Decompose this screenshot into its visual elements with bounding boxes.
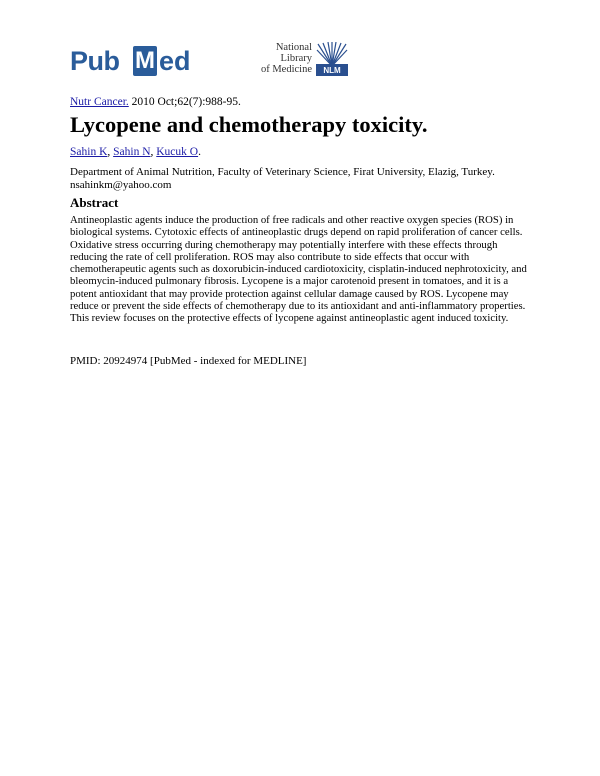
author-sep: ,	[107, 146, 114, 158]
pubmed-logo-pub: Pub	[70, 46, 120, 76]
author-link-sahin-k[interactable]: Sahin K	[70, 146, 108, 158]
author-link-sahin-n[interactable]: Sahin N	[113, 146, 151, 158]
nlm-sunburst-icon	[316, 42, 348, 76]
citation	[70, 96, 241, 108]
affiliation	[70, 166, 540, 192]
author-sep: ,	[150, 146, 157, 158]
nlm-line-1: National	[275, 42, 312, 53]
pubmed-logo-m-box: M	[135, 47, 155, 74]
affiliation-email: nsahinkm@yahoo.com	[70, 179, 172, 191]
author-link-kucuk-o[interactable]: Kucuk O	[156, 146, 199, 158]
nlm-logo-text	[261, 42, 312, 75]
abstract-heading: Abstract	[70, 195, 119, 210]
nlm-line-3: of Medicine	[260, 64, 312, 75]
abstract-text: Antineoplastic agents induce the production of free radicals and other reactive oxygen species (ROS) in biological systems. Cytotoxic effects of antineoplastic drugs depend on rapid proliferation of cancer cells. Oxidative stress occurring during chemotherapy may potentially interfere with these effects through reducing the rate of cell proliferation. ROS may also contribute to side effects that occur with chemotherapeutic agents such as doxorubicin-induced cardiotoxicity, cisplatin-induced nephrotoxicity, and bleomycin-induced pulmonary fibrosis. Lycopene is a major carotenoid present in tomatoes, and it is a potent antioxidant that may provide protection against cellular damage caused by ROS. Lycopene may reduce or prevent the side effects of chemotherapy due to its antioxidant and anti-inflammatory properties. This review focuses on the protective effects of lycopene against antineoplastic agent induced toxicity.	[70, 214, 527, 325]
authors	[70, 146, 201, 158]
nlm-badge-text: NLM	[323, 66, 341, 75]
pubmed-logo-med	[133, 40, 193, 78]
pubmed-logo[interactable]	[70, 38, 200, 86]
nlm-logo[interactable]	[250, 42, 350, 78]
author-sep: .	[198, 146, 201, 158]
citation-details: 2010 Oct;62(7):988-95.	[131, 96, 241, 108]
affiliation-department: Department of Animal Nutrition, Faculty of Veterinary Science, Firat University, Elazig, Turkey.	[70, 166, 495, 178]
pmid: PMID: 20924974 [PubMed - indexed for MEDLINE]	[70, 355, 307, 367]
page-title: Lycopene and chemotherapy toxicity.	[70, 112, 428, 137]
nlm-line-2: Library	[280, 53, 312, 64]
pubmed-logo-ed: ed	[159, 46, 191, 76]
journal-link[interactable]: Nutr Cancer.	[70, 96, 129, 108]
